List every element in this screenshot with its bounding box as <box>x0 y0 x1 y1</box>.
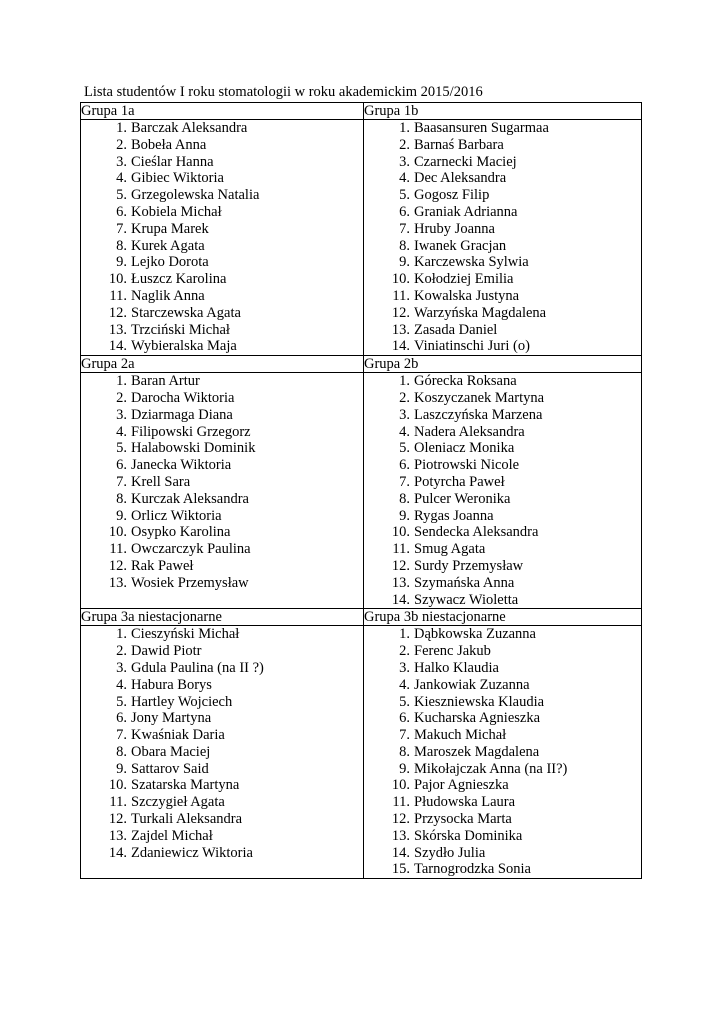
student-name: Ferenc Jakub <box>414 643 491 660</box>
student-name: Obara Maciej <box>131 743 211 760</box>
student-list-item <box>81 710 363 727</box>
student-list-item <box>364 424 641 441</box>
student-name: Kobiela Michał <box>131 203 222 220</box>
student-name: Janecka Wiktoria <box>131 457 232 474</box>
student-list-item <box>81 508 363 525</box>
student-name: Koszyczanek Martyna <box>414 389 545 406</box>
group-student-cell <box>364 626 642 879</box>
student-name: Habura Borys <box>131 676 212 693</box>
student-name: Makuch Michał <box>414 727 507 744</box>
student-list-item <box>364 777 641 794</box>
student-list-item <box>81 305 363 322</box>
student-name: Maroszek Magdalena <box>414 743 540 760</box>
student-list-item <box>364 744 641 761</box>
student-list-item <box>81 204 363 221</box>
student-number: 7. <box>116 727 127 744</box>
student-name: Filipowski Grzegorz <box>131 423 251 440</box>
student-number: 13. <box>391 321 410 338</box>
student-list-item <box>81 221 363 238</box>
student-list <box>81 626 363 861</box>
student-name: Warzyńska Magdalena <box>414 304 547 321</box>
student-list-item <box>81 524 363 541</box>
student-name: Rak Paweł <box>131 557 194 574</box>
student-name: Szymańska Anna <box>414 574 515 591</box>
student-name: Halabowski Dominik <box>131 440 256 457</box>
student-list-item <box>364 761 641 778</box>
student-number: 4. <box>116 170 127 187</box>
student-list-item <box>81 238 363 255</box>
student-list-item <box>364 170 641 187</box>
student-list-item <box>364 407 641 424</box>
group-body-row <box>81 626 642 879</box>
student-number: 4. <box>399 170 410 187</box>
student-number: 8. <box>116 490 127 507</box>
student-name: Laszczyńska Marzena <box>414 406 543 423</box>
student-number: 9. <box>116 760 127 777</box>
student-name: Graniak Adrianna <box>414 203 518 220</box>
student-number: 1. <box>116 626 127 643</box>
student-list-item <box>81 660 363 677</box>
student-number: 1. <box>399 373 410 390</box>
student-list-item <box>364 254 641 271</box>
group-name: Grupa 1b <box>364 103 642 120</box>
group-header-row <box>81 609 642 626</box>
student-name: Kucharska Agnieszka <box>414 710 541 727</box>
group-header-row <box>81 103 642 120</box>
student-list-item <box>81 541 363 558</box>
group-name: Grupa 3a niestacjonarne <box>81 609 364 626</box>
student-list-item <box>81 744 363 761</box>
student-number: 2. <box>399 389 410 406</box>
student-number: 1. <box>116 373 127 390</box>
student-number: 3. <box>399 659 410 676</box>
student-list-item <box>81 794 363 811</box>
student-number: 10. <box>108 524 127 541</box>
student-number: 12. <box>108 304 127 321</box>
student-name: Sendecka Aleksandra <box>414 524 539 541</box>
student-number: 6. <box>399 203 410 220</box>
student-name: Nadera Aleksandra <box>414 423 525 440</box>
student-list-item <box>364 811 641 828</box>
student-list-item <box>81 271 363 288</box>
student-list-item <box>81 440 363 457</box>
student-name: Piotrowski Nicole <box>414 457 520 474</box>
student-list-item <box>364 305 641 322</box>
group-student-cell <box>81 626 364 879</box>
student-list-item <box>81 187 363 204</box>
student-number: 12. <box>391 557 410 574</box>
student-name: Hartley Wojciech <box>131 693 233 710</box>
student-name: Jankowiak Zuzanna <box>414 676 530 693</box>
student-number: 2. <box>116 136 127 153</box>
student-number: 13. <box>108 574 127 591</box>
student-name: Tarnogrodzka Sonia <box>414 861 531 878</box>
student-name: Szydło Julia <box>414 844 486 861</box>
student-name: Czarnecki Maciej <box>414 153 517 170</box>
student-name: Cieślar Hanna <box>131 153 214 170</box>
student-list-item <box>81 777 363 794</box>
student-list-item <box>81 390 363 407</box>
student-list-item <box>364 288 641 305</box>
student-name: Halko Klaudia <box>414 659 499 676</box>
student-number: 6. <box>399 457 410 474</box>
student-name: Przysocka Marta <box>414 811 512 828</box>
student-number: 9. <box>399 254 410 271</box>
student-list-item <box>81 727 363 744</box>
student-name: Zajdel Michał <box>131 827 213 844</box>
student-list-item <box>364 154 641 171</box>
student-name: Karczewska Sylwia <box>414 254 529 271</box>
student-list-item <box>81 120 363 137</box>
student-list-item <box>364 338 641 355</box>
student-name: Oleniacz Monika <box>414 440 515 457</box>
student-list-item <box>81 288 363 305</box>
student-name: Kwaśniak Daria <box>131 727 225 744</box>
student-number: 3. <box>399 153 410 170</box>
student-list-item <box>364 271 641 288</box>
student-list-item <box>364 440 641 457</box>
student-list-item <box>81 845 363 862</box>
student-list-item <box>364 677 641 694</box>
student-list-item <box>364 491 641 508</box>
student-list-item <box>364 390 641 407</box>
student-name: Mikołajczak Anna (na II?) <box>414 760 568 777</box>
student-name: Pulcer Weronika <box>414 490 511 507</box>
student-number: 11. <box>392 541 410 558</box>
student-list-item <box>81 338 363 355</box>
student-list-item <box>364 508 641 525</box>
student-number: 9. <box>399 507 410 524</box>
student-number: 3. <box>116 659 127 676</box>
student-name: Gdula Paulina (na II ?) <box>131 659 264 676</box>
student-name: Płudowska Laura <box>414 794 516 811</box>
document-title: Lista studentów I roku stomatologii w roku akademickim 2015/2016 <box>84 84 483 100</box>
student-number: 3. <box>116 153 127 170</box>
student-list <box>81 120 363 355</box>
student-number: 1. <box>116 120 127 136</box>
student-number: 7. <box>399 220 410 237</box>
student-number: 13. <box>108 321 127 338</box>
student-name: Skórska Dominika <box>414 827 523 844</box>
group-student-cell <box>364 373 642 609</box>
student-name: Krell Sara <box>131 473 191 490</box>
student-list-item <box>364 137 641 154</box>
student-number: 8. <box>116 237 127 254</box>
student-number: 8. <box>116 743 127 760</box>
student-list <box>364 373 641 608</box>
student-list-item <box>81 677 363 694</box>
student-name: Barnaś Barbara <box>414 136 504 153</box>
student-list-item <box>81 575 363 592</box>
student-name: Osypko Karolina <box>131 524 231 541</box>
student-list-item <box>81 626 363 643</box>
student-list <box>364 626 641 878</box>
student-list-item <box>81 558 363 575</box>
student-list-item <box>364 474 641 491</box>
student-name: Dziarmaga Diana <box>131 406 233 423</box>
student-number: 7. <box>116 473 127 490</box>
student-name: Dąbkowska Zuzanna <box>414 626 536 643</box>
student-number: 10. <box>108 271 127 288</box>
student-name: Owczarczyk Paulina <box>131 541 251 558</box>
student-number: 11. <box>392 287 410 304</box>
student-name: Zdaniewicz Wiktoria <box>131 844 253 861</box>
student-number: 11. <box>109 541 127 558</box>
student-name: Trzciński Michał <box>131 321 230 338</box>
student-number: 3. <box>399 406 410 423</box>
student-list-item <box>81 694 363 711</box>
groups-table-body <box>81 103 642 879</box>
student-list-item <box>81 137 363 154</box>
group-body-row <box>81 120 642 356</box>
student-number: 12. <box>391 304 410 321</box>
group-body-row <box>81 373 642 609</box>
student-number: 11. <box>392 794 410 811</box>
student-number: 2. <box>399 643 410 660</box>
student-name: Dec Aleksandra <box>414 170 507 187</box>
student-list-item <box>364 794 641 811</box>
student-list-item <box>364 643 641 660</box>
student-list-item <box>364 727 641 744</box>
student-name: Górecka Roksana <box>414 373 517 390</box>
student-list-item <box>81 457 363 474</box>
student-name: Pajor Agnieszka <box>414 777 509 794</box>
student-number: 12. <box>108 557 127 574</box>
student-name: Jony Martyna <box>131 710 212 727</box>
groups-table <box>80 102 642 879</box>
student-number: 14. <box>391 591 410 608</box>
student-number: 10. <box>391 271 410 288</box>
student-list-item <box>364 373 641 390</box>
student-name: Dawid Piotr <box>131 643 202 660</box>
group-name: Grupa 2b <box>364 356 642 373</box>
student-name: Gibiec Wiktoria <box>131 170 224 187</box>
student-list-item <box>81 474 363 491</box>
student-name: Kurek Agata <box>131 237 205 254</box>
student-list-item <box>364 524 641 541</box>
student-number: 5. <box>116 693 127 710</box>
student-number: 12. <box>108 811 127 828</box>
student-name: Szywacz Wioletta <box>414 591 519 608</box>
student-list-item <box>81 154 363 171</box>
student-name: Viniatinschi Juri (o) <box>414 338 530 355</box>
student-list-item <box>364 575 641 592</box>
student-number: 14. <box>391 338 410 355</box>
student-list-item <box>364 221 641 238</box>
group-student-cell <box>364 120 642 356</box>
student-number: 7. <box>399 727 410 744</box>
student-name: Kowalska Justyna <box>414 287 520 304</box>
student-name: Baasansuren Sugarmaa <box>414 120 549 136</box>
student-list-item <box>364 322 641 339</box>
group-name: Grupa 3b niestacjonarne <box>364 609 642 626</box>
student-list-item <box>364 710 641 727</box>
student-list-item <box>364 592 641 609</box>
student-number: 5. <box>399 440 410 457</box>
group-header-row <box>81 356 642 373</box>
student-name: Sattarov Said <box>131 760 209 777</box>
student-list-item <box>364 694 641 711</box>
student-number: 13. <box>108 827 127 844</box>
student-list-item <box>81 643 363 660</box>
student-name: Turkali Aleksandra <box>131 811 243 828</box>
student-list-item <box>364 457 641 474</box>
student-number: 2. <box>116 643 127 660</box>
student-name: Krupa Marek <box>131 220 209 237</box>
student-list-item <box>364 660 641 677</box>
student-list-item <box>81 373 363 390</box>
student-number: 4. <box>116 676 127 693</box>
student-number: 6. <box>116 203 127 220</box>
student-list-item <box>364 828 641 845</box>
student-list-item <box>81 828 363 845</box>
student-name: Grzegolewska Natalia <box>131 187 260 204</box>
student-list-item <box>81 322 363 339</box>
student-number: 9. <box>116 507 127 524</box>
student-number: 5. <box>116 440 127 457</box>
student-name: Lejko Dorota <box>131 254 209 271</box>
student-list-item <box>81 407 363 424</box>
student-list <box>81 373 363 591</box>
student-name: Smug Agata <box>414 541 486 558</box>
student-number: 14. <box>391 844 410 861</box>
student-name: Zasada Daniel <box>414 321 498 338</box>
student-number: 7. <box>399 473 410 490</box>
student-number: 13. <box>391 574 410 591</box>
student-number: 7. <box>116 220 127 237</box>
student-name: Cieszyński Michał <box>131 626 240 643</box>
student-list-item <box>364 238 641 255</box>
student-name: Łuszcz Karolina <box>131 271 227 288</box>
group-student-cell <box>81 373 364 609</box>
student-number: 11. <box>109 794 127 811</box>
student-name: Orlicz Wiktoria <box>131 507 222 524</box>
student-number: 3. <box>116 406 127 423</box>
student-number: 12. <box>391 811 410 828</box>
student-name: Szczygieł Agata <box>131 794 225 811</box>
student-number: 6. <box>399 710 410 727</box>
student-number: 8. <box>399 743 410 760</box>
student-number: 13. <box>391 827 410 844</box>
student-name: Kołodziej Emilia <box>414 271 514 288</box>
student-number: 10. <box>391 524 410 541</box>
student-number: 6. <box>116 710 127 727</box>
student-name: Wybieralska Maja <box>131 338 237 355</box>
student-number: 5. <box>399 693 410 710</box>
group-student-cell <box>81 120 364 356</box>
student-number: 8. <box>399 237 410 254</box>
student-name: Potyrcha Paweł <box>414 473 505 490</box>
student-number: 2. <box>116 389 127 406</box>
student-number: 1. <box>399 120 410 136</box>
student-list <box>364 120 641 355</box>
student-number: 4. <box>399 423 410 440</box>
student-number: 5. <box>399 187 410 204</box>
student-list-item <box>364 845 641 862</box>
student-name: Starczewska Agata <box>131 304 241 321</box>
student-list-item <box>81 761 363 778</box>
student-name: Gogosz Filip <box>414 187 490 204</box>
student-list-item <box>81 491 363 508</box>
student-name: Naglik Anna <box>131 287 205 304</box>
student-list-item <box>364 120 641 137</box>
student-list-item <box>81 811 363 828</box>
student-name: Bobeła Anna <box>131 136 207 153</box>
student-name: Darocha Wiktoria <box>131 389 235 406</box>
student-number: 14. <box>108 338 127 355</box>
student-list-item <box>81 424 363 441</box>
student-list-item <box>364 861 641 878</box>
student-name: Wosiek Przemysław <box>131 574 249 591</box>
student-name: Iwanek Gracjan <box>414 237 507 254</box>
student-number: 4. <box>399 676 410 693</box>
student-list-item <box>81 170 363 187</box>
student-number: 6. <box>116 457 127 474</box>
student-name: Barczak Aleksandra <box>131 120 248 136</box>
group-name: Grupa 2a <box>81 356 364 373</box>
student-number: 5. <box>116 187 127 204</box>
student-list-item <box>364 187 641 204</box>
student-number: 8. <box>399 490 410 507</box>
group-name: Grupa 1a <box>81 103 364 120</box>
student-name: Rygas Joanna <box>414 507 494 524</box>
student-number: 11. <box>109 287 127 304</box>
student-list-item <box>81 254 363 271</box>
student-number: 9. <box>399 760 410 777</box>
student-list-item <box>364 626 641 643</box>
student-name: Kurczak Aleksandra <box>131 490 249 507</box>
student-name: Kieszniewska Klaudia <box>414 693 545 710</box>
student-list-item <box>364 541 641 558</box>
student-number: 15. <box>391 861 410 878</box>
student-name: Szatarska Martyna <box>131 777 240 794</box>
student-number: 14. <box>108 844 127 861</box>
student-number: 4. <box>116 423 127 440</box>
student-name: Baran Artur <box>131 373 200 390</box>
student-number: 2. <box>399 136 410 153</box>
student-name: Hruby Joanna <box>414 220 495 237</box>
student-number: 10. <box>108 777 127 794</box>
student-number: 10. <box>391 777 410 794</box>
student-number: 9. <box>116 254 127 271</box>
student-number: 1. <box>399 626 410 643</box>
student-list-item <box>364 558 641 575</box>
student-list-item <box>364 204 641 221</box>
student-name: Surdy Przemysław <box>414 557 524 574</box>
